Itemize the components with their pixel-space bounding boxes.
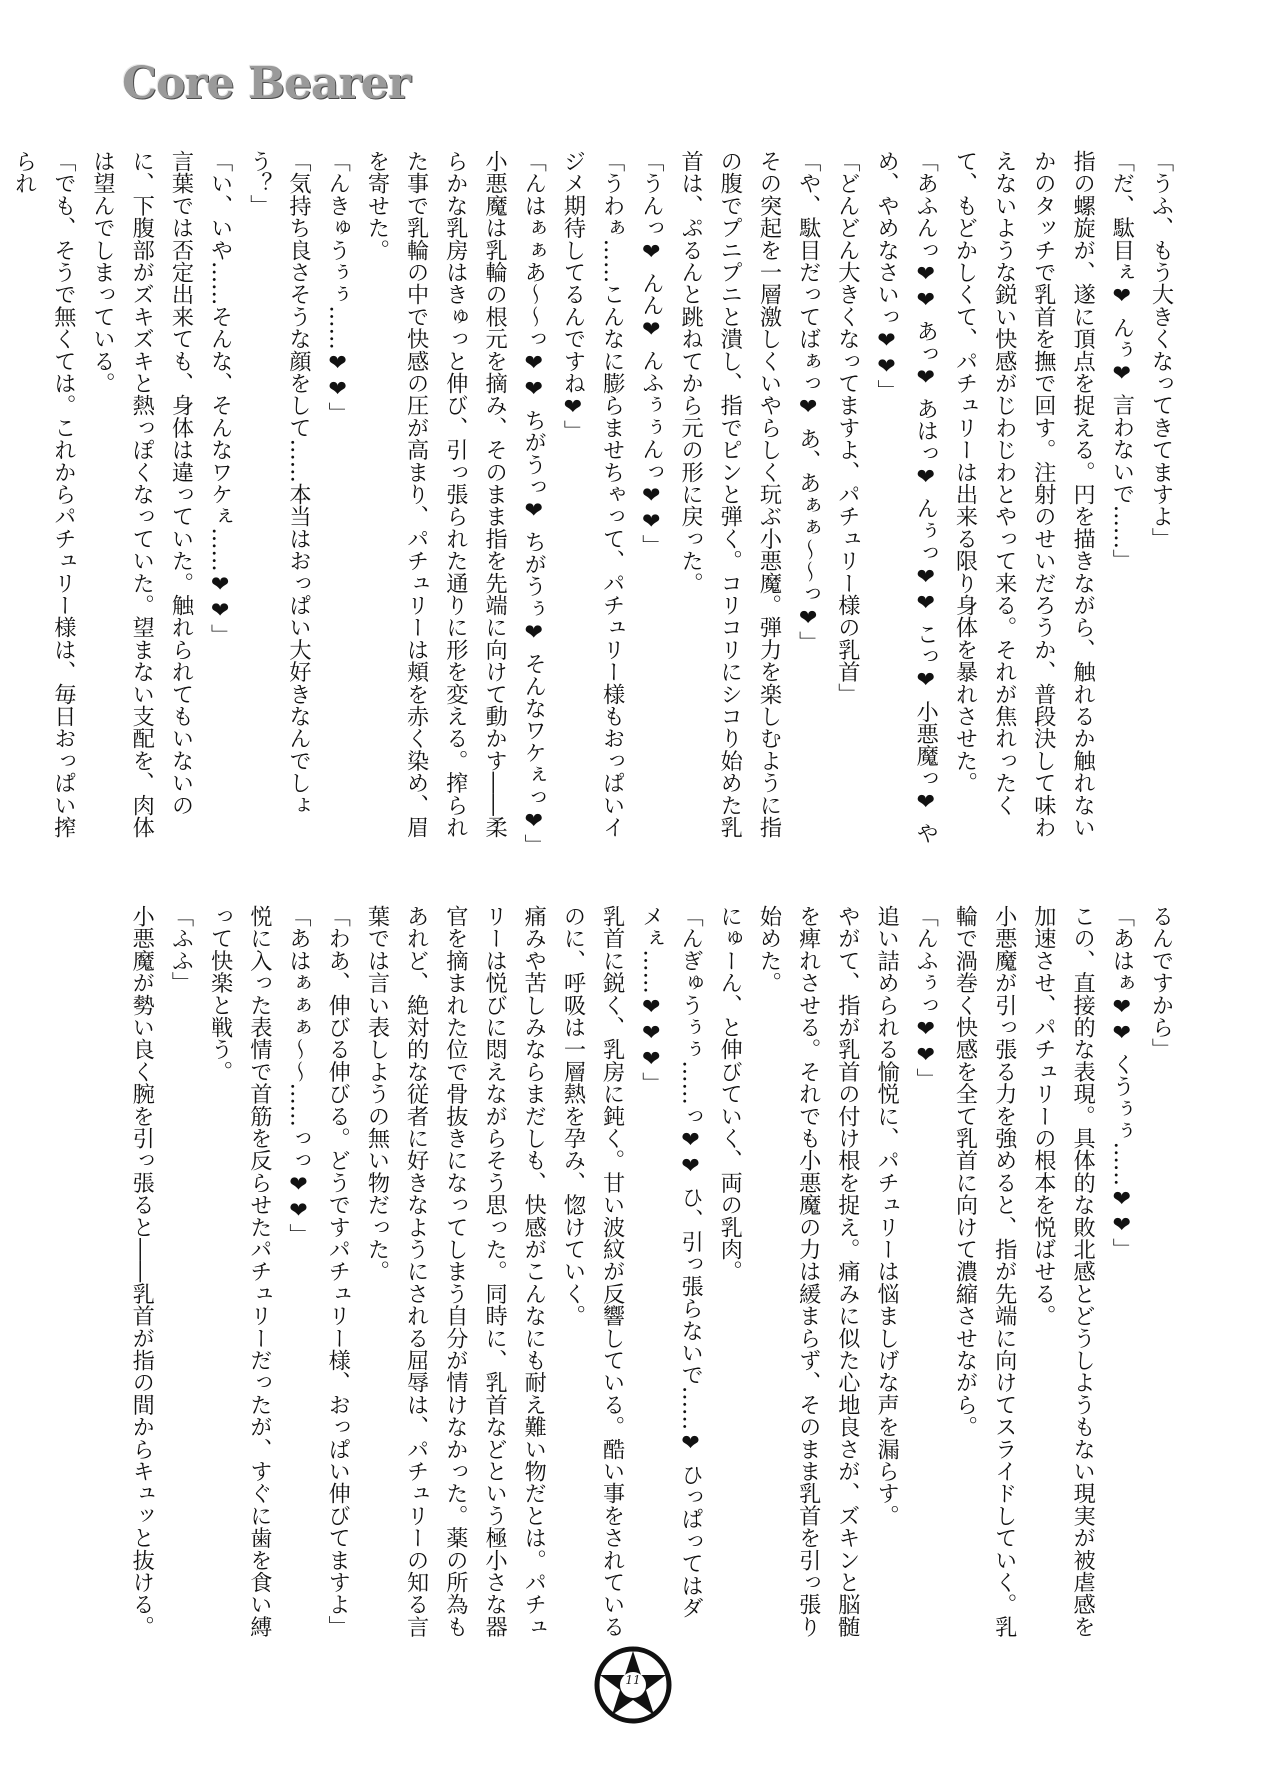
text-block-lower — [88, 905, 1180, 1640]
paragraph: 「うふ、もう大きくなってきてますよ」 — [1148, 150, 1174, 550]
paragraph: 「んぎゅうぅぅ……っ❤❤ ひ、引っ張らないで……❤ ひっぱってはダメぇ……❤❤❤」 — [638, 905, 704, 1619]
paragraph: 悦に入った表情で首筋を反らせたパチュリーだったが、すぐに歯を食い縛って快楽と戦う。 — [207, 905, 273, 1638]
paragraph: 「んふぅっ❤❤」 — [912, 905, 939, 1091]
page-title: Core Bearer — [122, 58, 410, 109]
paragraph: 「わあ、伸びる伸びる。どうですパチュリー様、おっぱい伸びてますよ」 — [324, 905, 351, 1638]
paragraph: 「い、いや……そんな、そんなワケぇ……❤❤」 — [207, 150, 234, 646]
paragraph: 「あはぁ❤❤ くうぅぅ……❤❤」 — [1108, 905, 1135, 1261]
paragraph: その突起を一層激しくいやらしく玩ぶ小悪魔。弾力を楽しむように指の腹でプニプニと潰し、指でピンと弾く。コリコリにシコり始めた乳首は、ぷるんと跳ねてから元の形に戻った。 — [677, 150, 782, 839]
paragraph: 乳首に鋭く、乳房に鈍く。甘い波紋が反響している。酷い事をされているのに、呼吸は一層熱を孕み、惚けていく。 — [559, 905, 626, 1638]
paragraph: 「んはぁぁあ～～っ❤❤ ちがうっ❤ ちがうぅ❤ そんなワケぇっ❤」 — [520, 150, 547, 857]
paragraph: この、直接的な表現。具体的な敗北感とどうしようもない現実が被虐感を加速させ、パチュリーの根本を悦ばせる。 — [1030, 905, 1096, 1638]
text-block-upper — [11, 150, 1180, 857]
paragraph: 指の螺旋が、遂に頂点を捉える。円を描きながら、触れるか触れないかのタッチで乳首を撫で回す。注射のせいだろうか、普段決して味わえないような鋭い快感がじわじわとやって来る。それが焦れったくて、もどかしくて、パチュリーは出来る限り身体を暴れさせた。 — [951, 150, 1096, 839]
paragraph: 「うわぁ……こんなに膨らませちゃって、パチュリー様もおっぱいイジメ期待してるんですね❤」 — [559, 150, 626, 839]
paragraph: 「どんどん大きくなってますよ、パチュリー様の乳首」 — [834, 150, 861, 705]
paragraph: 言葉では否定出来ても、身体は違っていた。触れられてもいないのに、下腹部がズキズキと熱っぽくなっていた。望まない支配を、肉体は望んでしまっている。 — [89, 150, 194, 839]
paragraph: 「あはぁぁぁ～～……っっ❤❤」 — [285, 905, 312, 1246]
paragraph: にゅーん、と伸びていく、両の乳肉。 — [716, 905, 743, 1283]
paragraph: 追い詰められる愉悦に、パチュリーは悩ましげな声を漏らす。 — [873, 905, 900, 1527]
paragraph: 「ふふ」 — [167, 905, 194, 994]
paragraph: るんですから」 — [1148, 905, 1174, 1061]
paragraph: 「うんっ❤ んん❤ んふぅぅんっ❤❤」 — [638, 150, 665, 557]
paragraph: 「だ、駄目ぇ❤ んぅ❤ 言わないで……」 — [1108, 150, 1135, 572]
paragraph: 「んきゅうぅぅ……❤❤」 — [324, 150, 351, 424]
page-number: 11 — [625, 1673, 641, 1687]
paragraph: やがて、指が乳首の付け根を捉え。痛みに似た心地良さが、ズキンと脳髄を痺れさせる。それでも小悪魔の力は緩まらず、そのまま乳首を引っ張り始めた。 — [755, 905, 861, 1638]
paragraph: 「気持ち良さそうな顔をして……本当はおっぱい大好きなんでしょう？」 — [246, 150, 312, 816]
paragraph: 小悪魔が引っ張る力を強めると、指が先端に向けてスライドしていく。乳輪で渦巻く快感を全て乳首に向けて濃縮させながら。 — [951, 905, 1018, 1638]
paragraph: 「でも、そうで無くては。これからパチュリー様は、毎日おっぱい搾られ — [11, 150, 77, 839]
paragraph: 痛みや苦しみならまだしも、快感がこんなにも耐え難い物だとは。パチュリーは悦びに悶えながらそう思った。同時に、乳首などという極小さな器官を摘まれた位で骨抜きになってしまう自分が情けなかった。薬の所為もあれど、絶対的な従者に好きなようにされる屈辱は、パチュリーの知る言葉では言い表しようの無い物だった。 — [363, 905, 547, 1638]
paragraph: 小悪魔は乳輪の根元を摘み、そのまま指を先端に向けて動かす――柔らかな乳房はきゅっと伸び、引っ張られた通りに形を変える。搾られた事で乳輪の中で快感の圧が高まり、パチュリーは頬を赤く染め、眉を寄せた。 — [363, 150, 508, 839]
paragraph: 「や、駄目だってばぁっ❤ あ、あぁぁ～～っ❤」 — [795, 150, 822, 654]
paragraph: 「あふんっ❤❤ あっ❤ あはっ❤ んぅっ❤❤ こっ❤ 小悪魔っ❤ やめ、やめなさいっ❤❤」 — [873, 150, 939, 845]
paragraph: 小悪魔が勢い良く腕を引っ張ると――乳首が指の間からキュッと抜ける。 — [128, 905, 155, 1638]
